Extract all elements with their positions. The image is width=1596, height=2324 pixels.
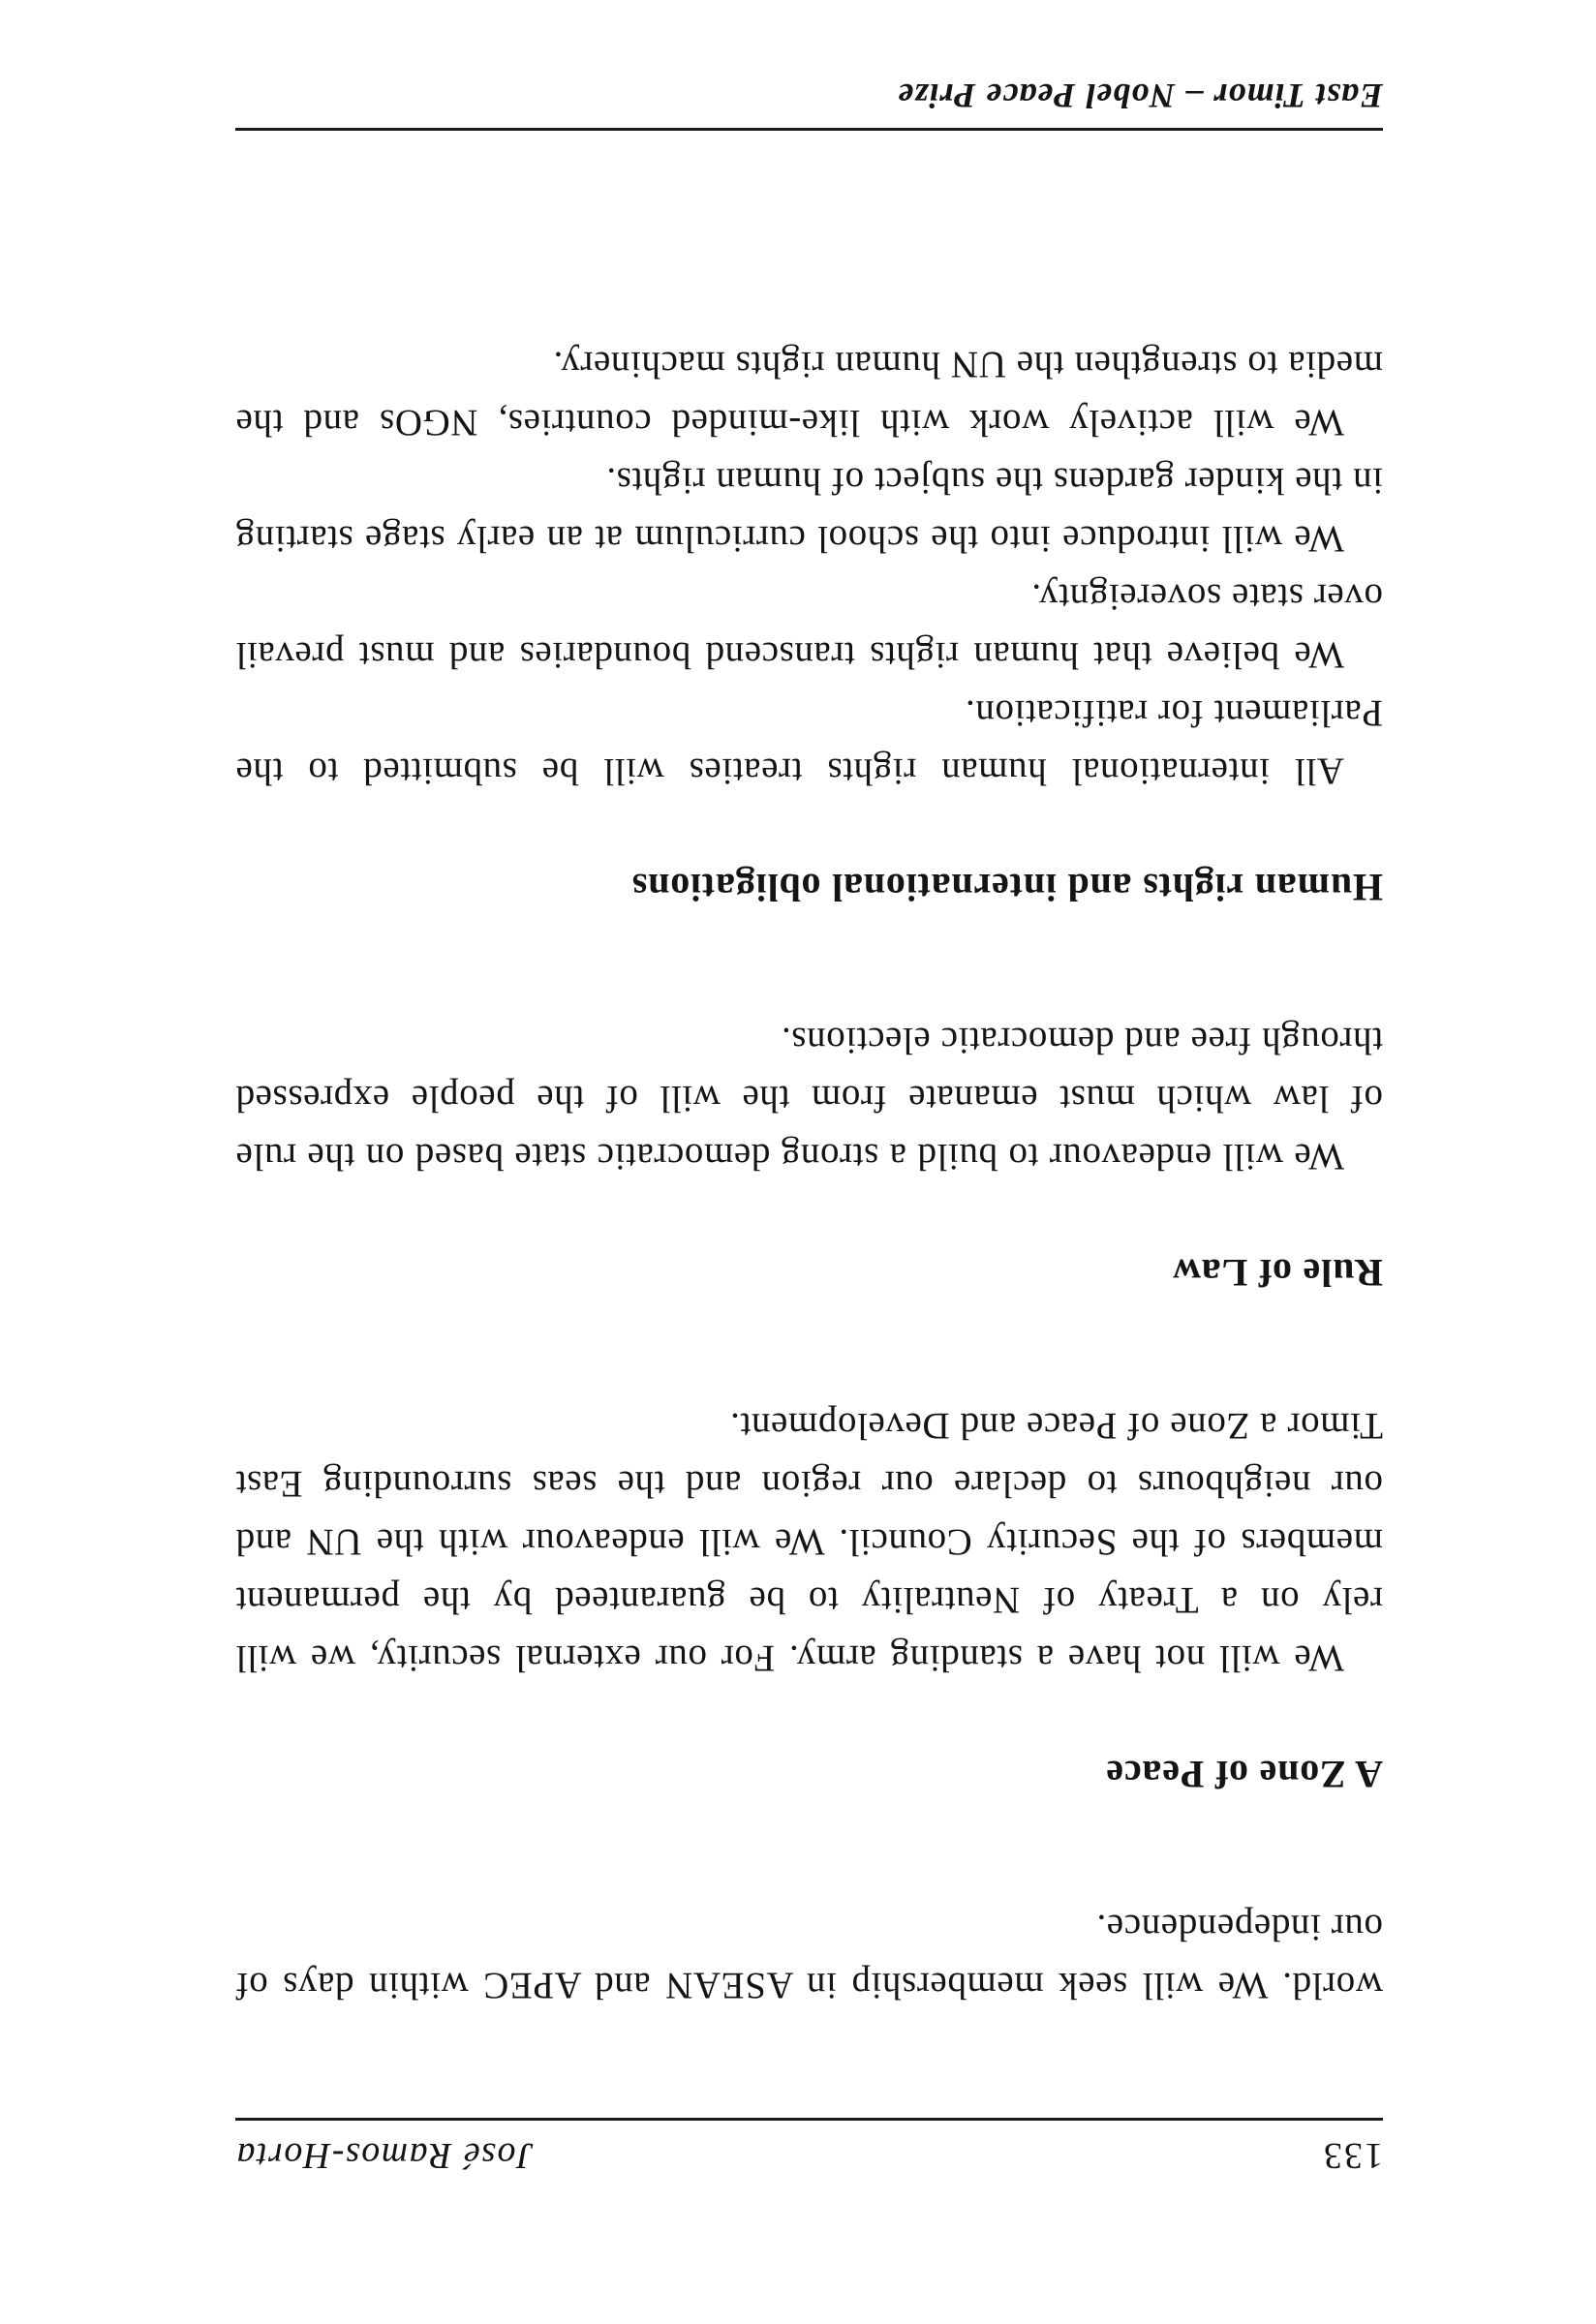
page-body xyxy=(235,335,1383,2014)
paragraph-rule-of-law: We will endeavour to build a strong democratic state based on the rule of law which must emanate from the will of the people expressed through free and democratic elections. xyxy=(235,1020,1383,1177)
paragraph-sovereignty: We believe that human rights transcend boundaries and must prevail over state sovereignty. xyxy=(235,576,1383,676)
heading-zone-of-peace: A Zone of Peace xyxy=(1105,1753,1383,1796)
footer-title: East Timor – Nobel Peace Prize xyxy=(897,76,1383,115)
paragraph-zone-of-peace: We will not have a standing army. For our external security, we will rely on a Treaty of Neutrality to be guaranteed by the permanent members of the Security Council. We will endeavour with the UN and our neighbours to declare our region and the seas surrounding East Timor a Zone of Peace and Development. xyxy=(235,1405,1383,1679)
paragraph-continuation: world. We will seek membership in ASEAN and APEC within days of our independence. xyxy=(235,1907,1383,2006)
paragraph-treaties: All international human rights treaties will be submitted to the Parliament for ratification. xyxy=(235,692,1383,792)
heading-human-rights: Human rights and international obligations xyxy=(631,866,1383,909)
running-head-author: José Ramos-Horta xyxy=(235,2135,534,2176)
paragraph-curriculum: We will introduce into the school curriculum at an early stage starting in the kinder gardens the subject of human rights. xyxy=(235,460,1383,560)
page-number: 133 xyxy=(1322,2135,1383,2176)
running-head xyxy=(235,2118,1383,2179)
heading-rule-of-law: Rule of Law xyxy=(1172,1251,1383,1295)
paragraph-human-rights-machinery: We will actively work with like-minded countries, NGOs and the media to strengthen the UN human rights machinery. xyxy=(235,344,1383,443)
footer xyxy=(235,76,1383,131)
